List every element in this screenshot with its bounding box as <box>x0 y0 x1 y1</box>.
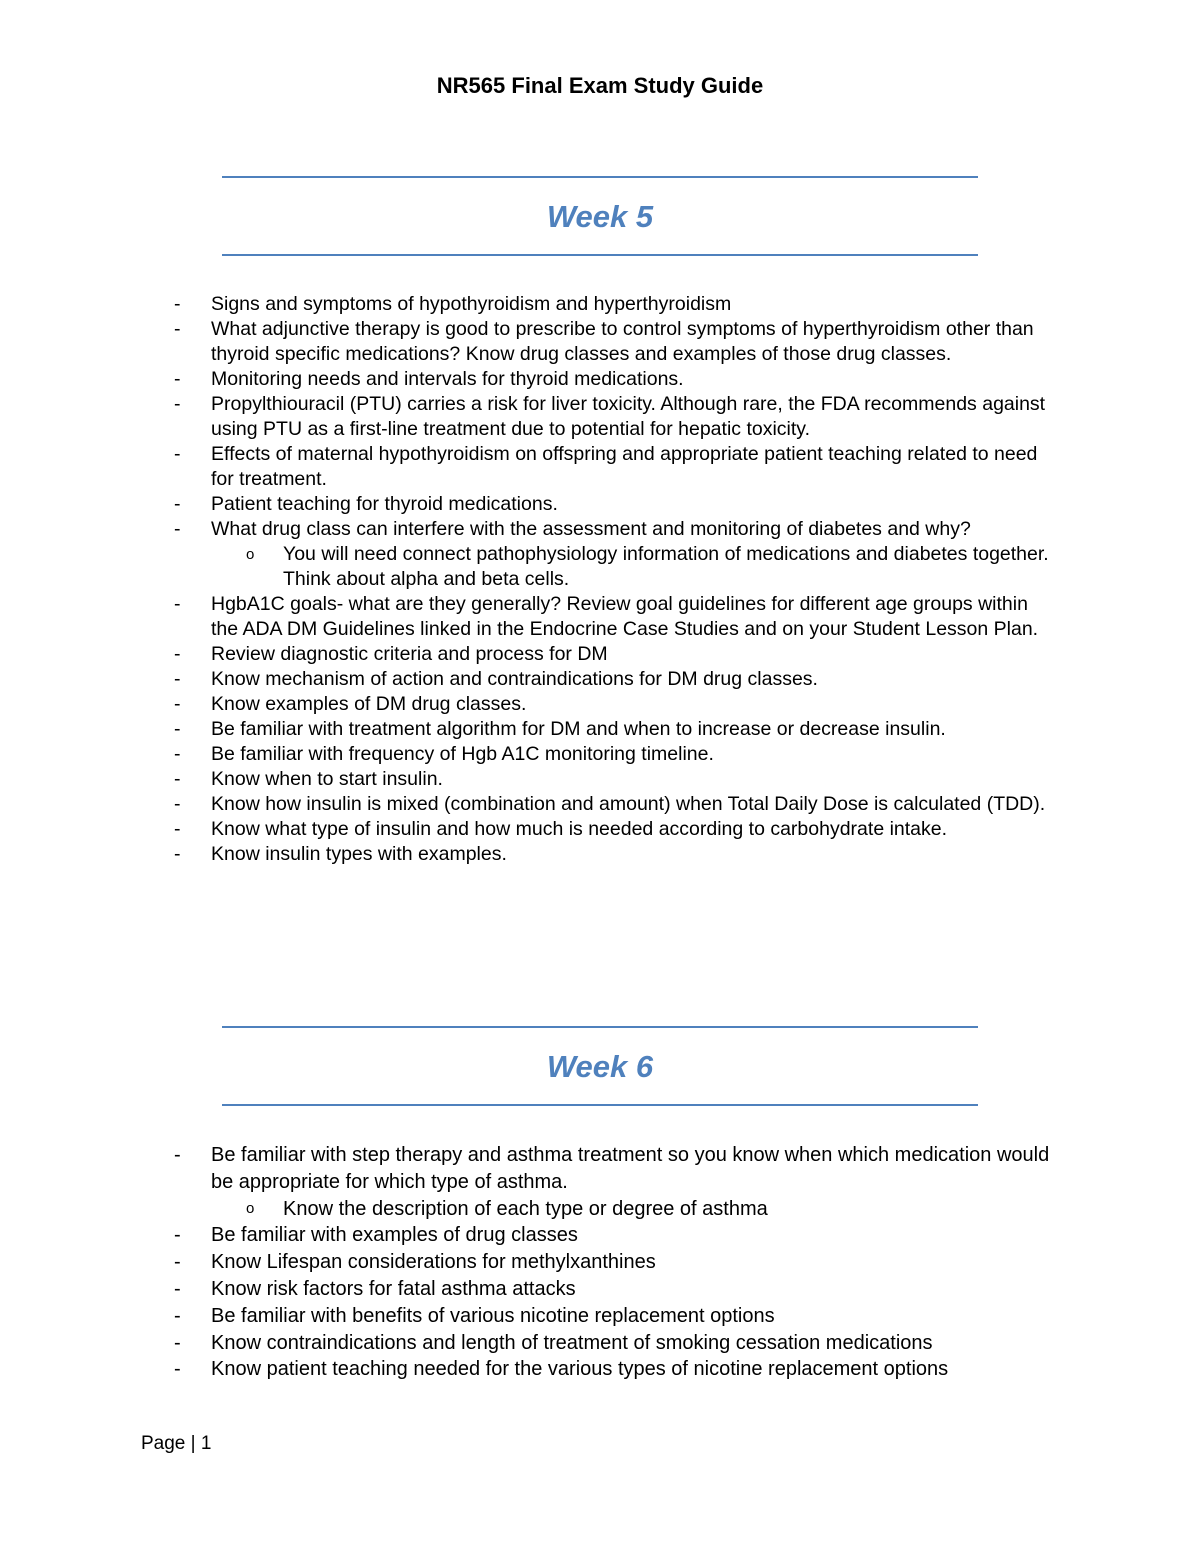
list-item-text: What drug class can interfere with the assessment and monitoring of diabetes and why? <box>211 518 971 540</box>
sub-list-item <box>0 542 1200 592</box>
week6-bottom-rule <box>222 1104 978 1106</box>
list-item <box>0 1222 1200 1249</box>
bullet-marker: - <box>174 393 181 415</box>
list-item <box>0 292 1200 317</box>
bullet-marker: - <box>174 443 181 465</box>
bullet-marker: - <box>174 318 181 340</box>
bullet-marker: - <box>174 818 181 840</box>
bullet-marker: - <box>174 518 181 540</box>
bullet-marker: - <box>174 743 181 765</box>
list-item-text: Know examples of DM drug classes. <box>211 693 527 715</box>
bullet-marker: - <box>174 293 181 315</box>
list-item-text: Be familiar with benefits of various nicotine replacement options <box>211 1304 775 1327</box>
list-item-text: Know Lifespan considerations for methylxanthines <box>211 1251 656 1274</box>
list-item-text: What adjunctive therapy is good to prescribe to control symptoms of hyperthyroidism other than thyroid specific medications? Know drug classes and examples of those drug classes. <box>211 318 1034 365</box>
bullet-marker: - <box>174 843 181 865</box>
list-item-text: Know how insulin is mixed (combination and amount) when Total Daily Dose is calculated (TDD). <box>211 793 1046 815</box>
list-item-text: Monitoring needs and intervals for thyroid medications. <box>211 368 684 390</box>
bullet-marker: - <box>174 493 181 515</box>
list-item <box>0 717 1200 742</box>
list-item-text: Know when to start insulin. <box>211 768 443 790</box>
list-item-text: Be familiar with examples of drug classes <box>211 1224 578 1247</box>
list-item <box>0 1330 1200 1357</box>
list-item-text: Be familiar with frequency of Hgb A1C monitoring timeline. <box>211 743 714 765</box>
list-item <box>0 1142 1200 1196</box>
list-item <box>0 767 1200 792</box>
list-item-text: HgbA1C goals- what are they generally? Review goal guidelines for different age groups within the ADA DM Guidelines linked in the Endocrine Case Studies and on your Student Lesson Plan. <box>211 593 1039 640</box>
bullet-marker: - <box>174 1251 181 1274</box>
week5-heading: Week 5 <box>546 199 654 234</box>
list-item-text: You will need connect pathophysiology information of medications and diabetes together. Think about alpha and beta cells. <box>283 543 1049 590</box>
week5-topic-list <box>0 292 1200 867</box>
bullet-marker: - <box>174 1331 181 1354</box>
bullet-marker: - <box>174 1304 181 1327</box>
list-item-text: Be familiar with treatment algorithm for DM and when to increase or decrease insulin. <box>211 718 946 740</box>
list-item-text: Know risk factors for fatal asthma attacks <box>211 1277 576 1300</box>
list-item-text: Know what type of insulin and how much is needed according to carbohydrate intake. <box>211 818 948 840</box>
list-item <box>0 592 1200 642</box>
list-item <box>0 1249 1200 1276</box>
bullet-marker: - <box>174 718 181 740</box>
list-item-text: Propylthiouracil (PTU) carries a risk for liver toxicity. Although rare, the FDA recommends against using PTU as a first-line treatment due to potential for hepatic toxicity. <box>211 393 1046 440</box>
week5-bottom-rule <box>222 254 978 256</box>
list-item <box>0 667 1200 692</box>
list-item <box>0 517 1200 542</box>
list-item <box>0 792 1200 817</box>
list-item <box>0 367 1200 392</box>
sub-list-item <box>0 1196 1200 1223</box>
page-number-footer: Page | 1 <box>141 1433 212 1454</box>
week6-top-rule <box>222 1026 978 1028</box>
list-item <box>0 442 1200 492</box>
list-item <box>0 817 1200 842</box>
document-title: NR565 Final Exam Study Guide <box>436 73 764 98</box>
list-item <box>0 1276 1200 1303</box>
bullet-marker: - <box>174 1358 181 1381</box>
list-item-text: Signs and symptoms of hypothyroidism and hyperthyroidism <box>211 293 732 315</box>
bullet-marker: - <box>174 693 181 715</box>
list-item-text: Effects of maternal hypothyroidism on offspring and appropriate patient teaching related to need for treatment. <box>211 443 1038 490</box>
bullet-marker: - <box>174 793 181 815</box>
list-item <box>0 692 1200 717</box>
sub-bullet-marker: o <box>246 546 255 563</box>
week6-topic-list <box>0 1142 1200 1383</box>
bullet-marker: - <box>174 593 181 615</box>
list-item-text: Patient teaching for thyroid medications. <box>211 493 558 515</box>
list-item-text: Know the description of each type or degree of asthma <box>283 1197 768 1220</box>
week5-top-rule <box>222 176 978 178</box>
list-item-text: Be familiar with step therapy and asthma treatment so you know when which medication would be appropriate for which type of asthma. <box>211 1144 1050 1193</box>
bullet-marker: - <box>174 643 181 665</box>
list-item-text: Review diagnostic criteria and process for DM <box>211 643 608 665</box>
list-item <box>0 317 1200 367</box>
bullet-marker: - <box>174 668 181 690</box>
list-item <box>0 1356 1200 1383</box>
week6-heading: Week 6 <box>546 1049 654 1084</box>
bullet-marker: - <box>174 368 181 390</box>
list-item-text: Know mechanism of action and contraindications for DM drug classes. <box>211 668 818 690</box>
list-item <box>0 742 1200 767</box>
list-item-text: Know insulin types with examples. <box>211 843 507 865</box>
list-item <box>0 642 1200 667</box>
list-item <box>0 392 1200 442</box>
sub-bullet-marker: o <box>246 1199 255 1217</box>
list-item <box>0 1303 1200 1330</box>
list-item <box>0 492 1200 517</box>
bullet-marker: - <box>174 1224 181 1247</box>
bullet-marker: - <box>174 1277 181 1300</box>
bullet-marker: - <box>174 768 181 790</box>
list-item-text: Know patient teaching needed for the various types of nicotine replacement options <box>211 1358 949 1381</box>
list-item <box>0 842 1200 867</box>
bullet-marker: - <box>174 1144 181 1166</box>
list-item-text: Know contraindications and length of treatment of smoking cessation medications <box>211 1331 933 1354</box>
